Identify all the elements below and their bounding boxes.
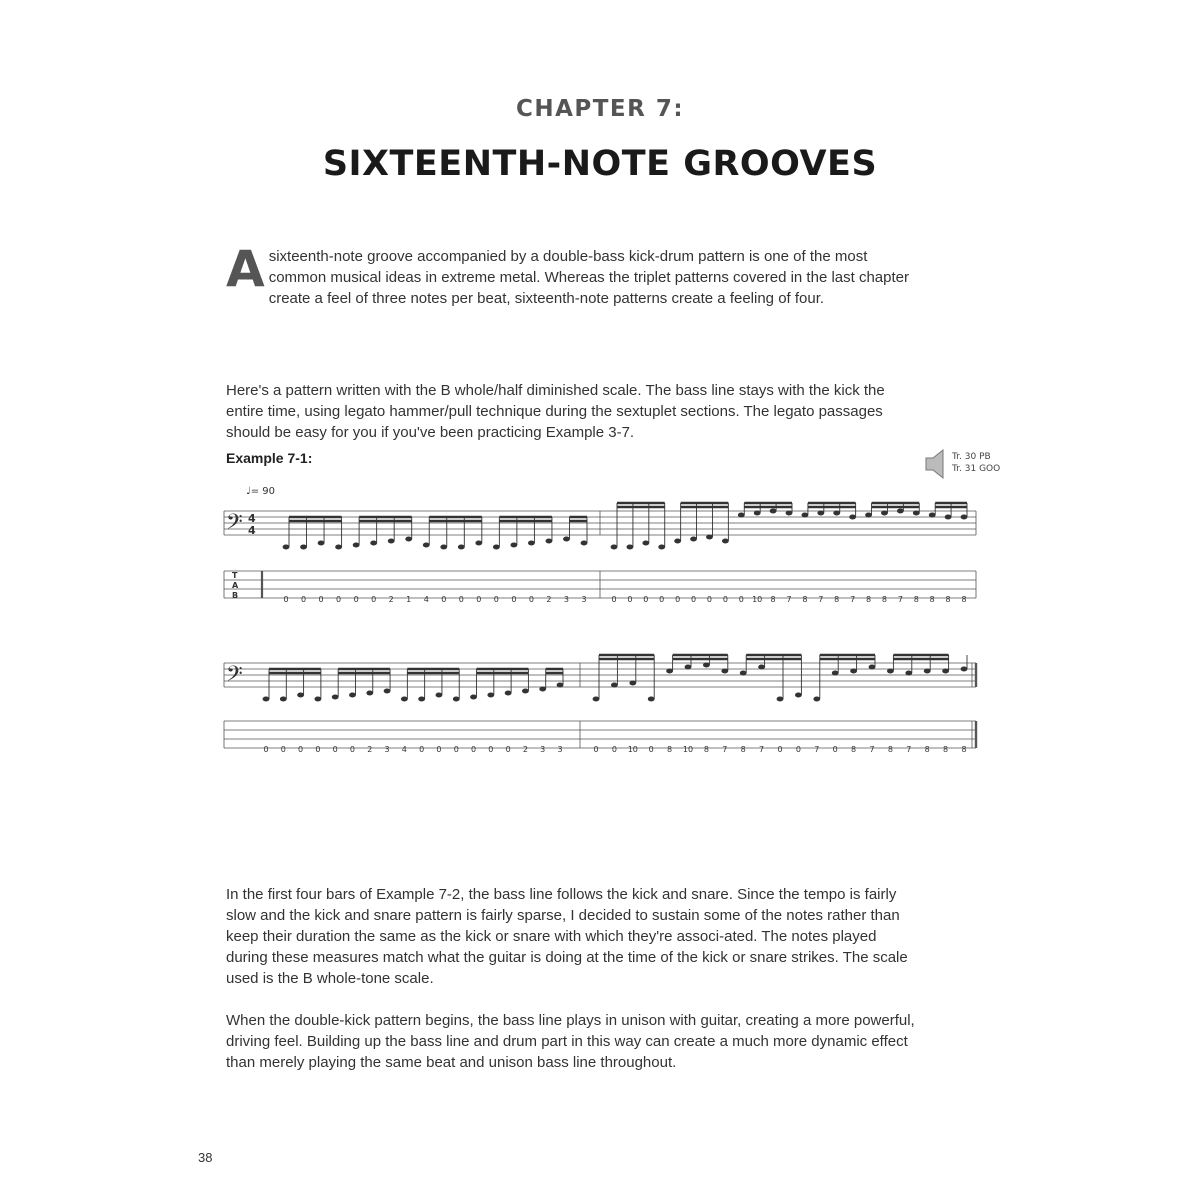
note-head [865,513,872,518]
tab-number: 7 [818,595,824,604]
tab-number: 0 [441,595,447,604]
tab-number: 8 [802,595,808,604]
music-notation [220,495,990,775]
note-head [611,545,618,550]
note-head [924,669,931,674]
tab-number: 3 [384,745,390,754]
note-head [611,683,618,688]
note-head [945,515,952,520]
note-head [929,513,936,518]
note-head [335,545,342,550]
note-head [629,681,636,686]
tab-number: 8 [703,745,709,754]
tab-number: 0 [488,745,494,754]
note-head [332,695,339,700]
note-head [706,535,713,540]
tab-number: 0 [777,745,783,754]
note-head [510,543,517,548]
notes-row-2 [263,655,968,702]
tab-number: 0 [511,595,517,604]
note-head [887,669,894,674]
tab-number: 0 [470,745,477,754]
note-head [832,671,839,676]
note-head [505,691,512,696]
tab-number: 0 [283,595,289,604]
note-head [563,537,570,542]
staff-row-1 [224,511,976,535]
tab-row-1 [224,571,976,598]
note-head [263,697,270,702]
tab-number: 0 [458,595,464,604]
note-head [300,545,307,550]
note-head [754,511,761,516]
tab-number: 8 [881,595,888,604]
tab-number: 8 [913,595,919,604]
paragraph-2: Here's a pattern written with the B whole/half diminished scale. The bass line stays with the kick the entire time, using legato hammer/pull technique during the sextuplet sections. The legato passages should be easy for you if you've been practicing Example 3-7. [226,382,885,441]
tab-number: 7 [759,745,765,754]
time-signature-top: 4 [248,512,256,525]
tab-number: 0 [476,595,482,604]
note-head [458,545,465,550]
note-head [475,541,482,546]
tab-number: 0 [349,745,356,754]
tab-number: 0 [627,595,633,604]
tab-number: 8 [961,745,967,754]
speaker-icon [924,448,948,480]
tab-number: 0 [505,745,511,754]
note-head [423,543,430,548]
note-head [280,697,287,702]
note-head [658,545,665,550]
tab-number: 8 [740,745,746,754]
tab-number: 0 [353,595,359,604]
tab-number: 3 [557,745,563,754]
tab-number: 2 [388,595,394,604]
tab-number: 0 [722,595,728,604]
note-head [522,689,529,694]
tab-number: 0 [675,595,681,604]
note-head [418,697,425,702]
note-head [493,545,500,550]
paragraph-4: When the double-kick pattern begins, the bass line plays in unison with guitar, creating a more powerful, driving feel. Building up the bass line and drum part in this way can create a much more dynamic effect than merely playing the same beat and unison bass line throughout. [226,1012,915,1071]
note-head [401,697,408,702]
tab-number: 8 [929,595,935,604]
tab-number: 8 [851,745,857,754]
note-head [869,665,876,670]
chapter-label: CHAPTER 7: [515,96,685,122]
tab-number: 8 [667,745,673,754]
tab-number: 10 [752,595,763,604]
note-head [593,697,600,702]
notes-row-1 [283,503,968,550]
tab-number: 8 [770,595,776,604]
tab-number: 0 [332,745,338,754]
tab-number: 0 [263,745,269,754]
note-head [648,697,655,702]
tab-number: 10 [627,745,638,754]
tab-number: 8 [834,595,840,604]
note-head [546,539,553,544]
tab-number: 8 [945,595,951,604]
tab-number: 0 [832,745,838,754]
note-head [666,669,673,674]
note-head [961,667,968,672]
tab-number: 8 [961,595,967,604]
tab-number: 8 [943,745,949,754]
note-head [436,693,443,698]
tab-numbers-row-2 [263,745,966,754]
tab-label-a: A [232,581,239,590]
note-head [283,545,290,550]
note-head [674,539,681,544]
note-head [318,541,325,546]
note-head [487,693,494,698]
note-head [738,513,745,518]
note-head [642,541,649,546]
note-head [833,511,840,516]
note-head [384,689,391,694]
note-head [388,539,395,544]
note-head [913,511,920,516]
note-head [690,537,697,542]
tab-number: 0 [795,745,801,754]
note-head [370,541,377,546]
note-head [905,671,912,676]
tab-label-t: T [232,571,238,580]
note-head [942,669,949,674]
tab-number: 0 [643,595,649,604]
note-head [817,511,824,516]
note-head [353,543,360,548]
tab-number: 4 [423,595,429,604]
tab-number: 0 [690,595,697,604]
drop-cap: A [226,240,265,298]
note-head [470,695,477,700]
tab-number: 0 [611,595,617,604]
note-head [722,539,729,544]
note-head [349,693,356,698]
tab-number: 0 [280,745,286,754]
note-head [881,511,888,516]
tab-number: 0 [453,745,459,754]
example-label: Example 7-1: [226,450,313,466]
bass-clef-icon: 𝄢 [226,662,243,692]
note-head [528,541,535,546]
tab-number: 1 [406,595,412,604]
tab-number: 3 [581,595,587,604]
tab-number: 0 [298,745,304,754]
tab-number: 0 [611,745,617,754]
note-head [314,697,321,702]
tab-number: 0 [300,595,307,604]
note-head [770,509,777,514]
bass-clef-icon: 𝄢 [226,510,243,540]
tab-number: 0 [371,595,377,604]
tempo-marking: ♩= 90 [246,486,275,497]
note-head [440,545,447,550]
tab-number: 0 [528,595,534,604]
tab-number: 0 [706,595,713,604]
tab-number: 7 [869,745,875,754]
tab-number: 7 [850,595,856,604]
tab-number: 0 [318,595,324,604]
tab-number: 0 [436,745,442,754]
note-head [795,693,802,698]
note-head [961,515,968,520]
audio-track-indicator [924,448,1004,480]
note-head [685,665,692,670]
tab-number: 10 [682,745,694,754]
audio-track-1: Tr. 30 PB [952,452,991,462]
tab-number: 0 [493,595,499,604]
note-head [453,697,460,702]
tab-number: 0 [659,595,665,604]
tab-number: 8 [887,745,893,754]
note-head [539,687,546,692]
tab-number: 0 [593,745,599,754]
note-head [297,693,304,698]
tab-row-2 [224,721,976,748]
tab-number: 8 [924,745,930,754]
tab-number: 7 [814,745,820,754]
note-head [721,669,728,674]
note-head [850,669,857,674]
note-head [758,665,765,670]
tab-number: 0 [648,745,654,754]
page-number: 38 [198,1150,213,1165]
tab-number: 0 [738,595,744,604]
tab-number: 2 [367,745,373,754]
note-head [366,691,373,696]
tab-number: 7 [786,595,792,604]
tab-number: 4 [401,745,407,754]
tab-number: 7 [722,745,728,754]
audio-track-2: Tr. 31 GOO [952,464,1001,474]
intro-text: sixteenth-note groove accompanied by a double-bass kick-drum pattern is one of the most common musical ideas in extreme metal. Whereas the triplet patterns covered in the last chapter create a feel of three notes per beat, sixteenth-note patterns create a feeling of four. [268,248,909,307]
tab-number: 0 [315,745,321,754]
note-head [557,683,564,688]
tab-number: 0 [336,595,342,604]
paragraph-3: In the first four bars of Example 7-2, the bass line follows the kick and snare. Since the tempo is fairly slow and the kick and snare pattern is fairly sparse, I decided to sustain some of the notes rather than keep their duration the same as the kick or snare with which they're associ-ated. The notes played during these measures match what the guitar is doing at the time of the kick or snare strikes. The scale used is the B whole-tone scale. [226,886,908,987]
tab-number: 7 [897,595,903,604]
tab-label-b: B [232,591,239,600]
tab-number: 7 [906,745,912,754]
staff-row-2 [224,663,976,687]
note-head [786,511,793,516]
tab-number: 3 [540,745,546,754]
note-head [405,537,412,542]
note-head [897,509,904,514]
tab-number: 2 [546,595,552,604]
note-head [849,515,856,520]
tab-numbers-row-1 [283,595,966,604]
intro-paragraph [226,240,916,309]
note-head [740,671,747,676]
note-head [581,541,588,546]
chapter-title: SIXTEENTH-NOTE GROOVES [322,144,878,184]
time-signature-bottom: 4 [248,524,256,537]
tab-number: 0 [419,745,425,754]
tab-number: 2 [522,745,528,754]
note-head [813,697,820,702]
note-head [627,545,634,550]
note-head [777,697,784,702]
tab-number: 3 [563,595,570,604]
tab-number: 8 [865,595,872,604]
note-head [802,513,809,518]
note-head [703,663,710,668]
